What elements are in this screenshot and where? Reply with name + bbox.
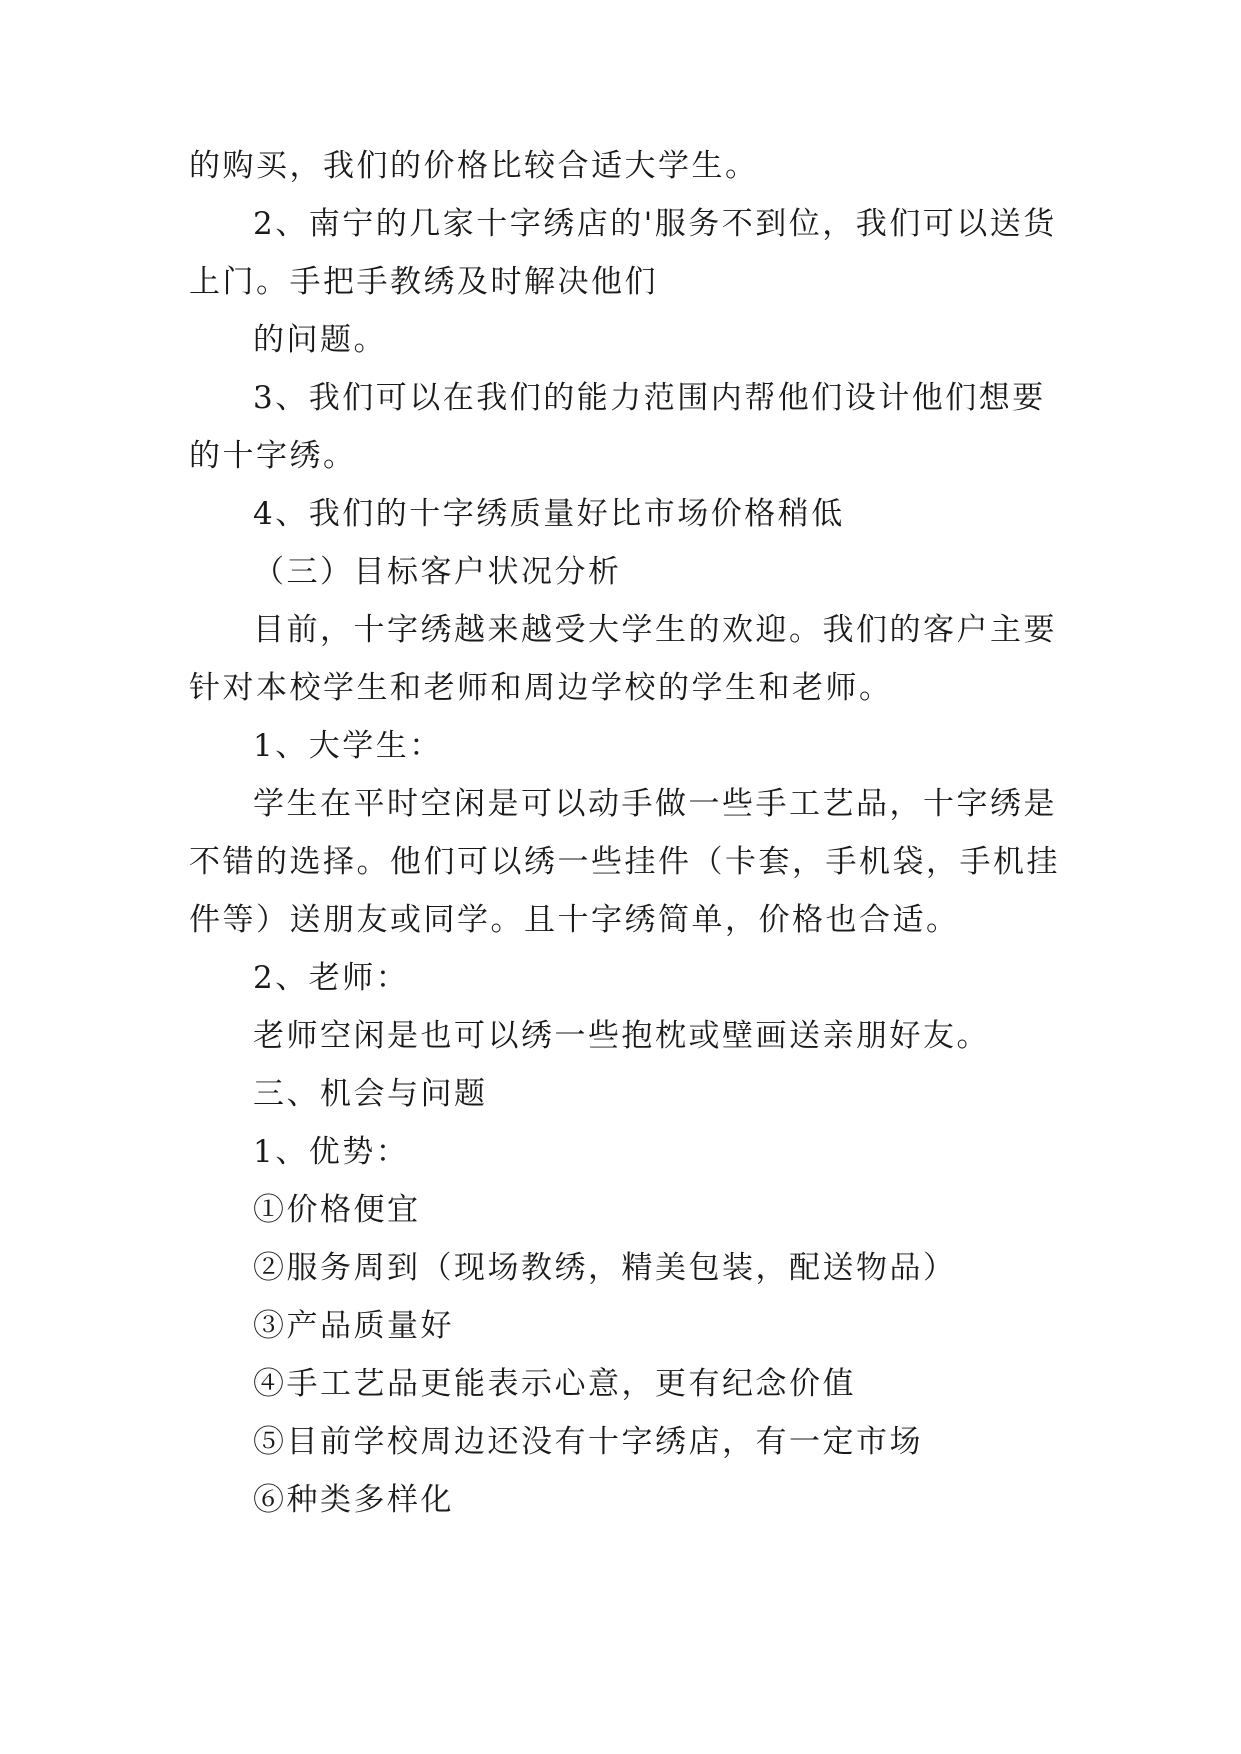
text-line-5: 3、我们可以在我们的能力范围内帮他们设计他们想要 — [253, 380, 1046, 416]
list-item-2: ②服务周到（现场教绣，精美包装，配送物品） — [253, 1250, 957, 1286]
text-line-10: 针对本校学生和老师和周边学校的学生和老师。 — [189, 670, 893, 706]
text-line-9: 目前，十字绣越来越受大学生的欢迎。我们的客户主要 — [253, 612, 1057, 648]
text-line-3: 上门。手把手教绣及时解决他们 — [189, 264, 658, 300]
text-line-1: 的购买，我们的价格比较合适大学生。 — [189, 148, 759, 184]
list-item-4: ④手工艺品更能表示心意，更有纪念价值 — [253, 1366, 856, 1402]
section-heading: （三）目标客户状况分析 — [253, 554, 622, 590]
text-line-4: 的问题。 — [253, 322, 387, 358]
text-line-18: 1、优势： — [253, 1134, 410, 1170]
text-line-16: 老师空闲是也可以绣一些抱枕或壁画送亲朋好友。 — [253, 1018, 990, 1054]
text-line-14: 件等）送朋友或同学。且十字绣简单，价格也合适。 — [189, 902, 960, 938]
text-line-7: 4、我们的十字绣质量好比市场价格稍低 — [253, 496, 845, 532]
text-line-11: 1、大学生： — [253, 728, 443, 764]
text-line-17: 三、机会与问题 — [253, 1076, 488, 1112]
text-line-15: 2、老师： — [253, 960, 410, 996]
list-item-6: ⑥种类多样化 — [253, 1482, 454, 1518]
text-line-12: 学生在平时空闲是可以动手做一些手工艺品，十字绣是 — [253, 786, 1057, 822]
text-line-2: 2、南宁的几家十字绣店的'服务不到位，我们可以送货 — [253, 206, 1057, 242]
text-line-13: 不错的选择。他们可以绣一些挂件（卡套，手机袋，手机挂 — [189, 844, 1060, 880]
list-item-1: ①价格便宜 — [253, 1192, 421, 1228]
list-item-5: ⑤目前学校周边还没有十字绣店，有一定市场 — [253, 1424, 923, 1460]
list-item-3: ③产品质量好 — [253, 1308, 454, 1344]
text-line-6: 的十字绣。 — [189, 438, 357, 474]
